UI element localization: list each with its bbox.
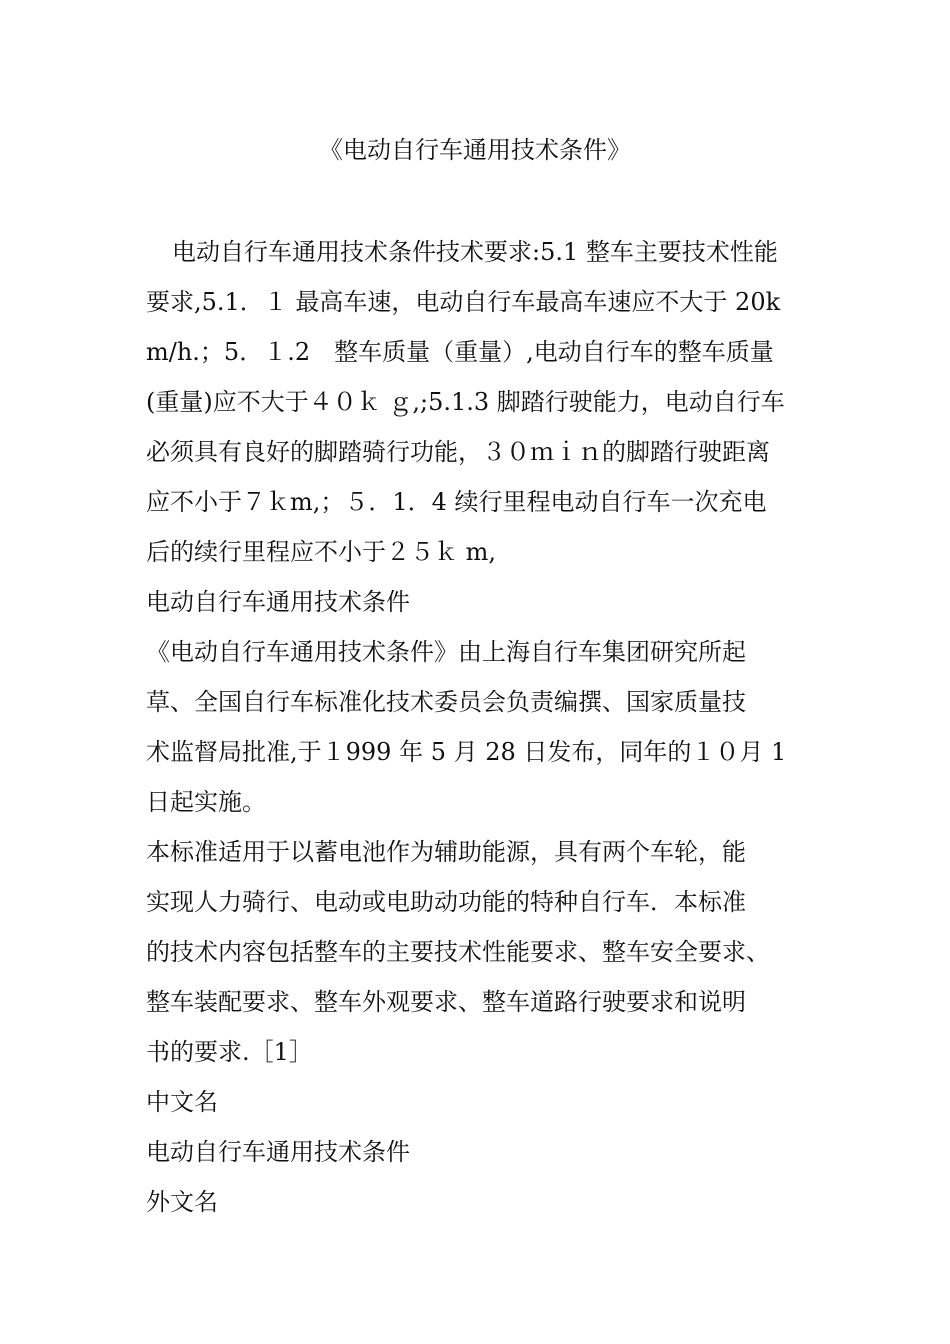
field-value-chinese-name: 电动自行车通用技术条件 bbox=[146, 1138, 410, 1166]
paragraph-line: 术监督局批准,于１999 年 5 月 28 日发布，同年的１０月 1 bbox=[146, 738, 787, 766]
paragraph-line: 实现人力骑行、电动或电助动功能的特种自行车．本标准 bbox=[146, 888, 746, 916]
paragraph-line: 必须具有良好的脚踏骑行功能，３０ｍｉｎ的脚踏行驶距离 bbox=[146, 438, 770, 466]
paragraph-line: 《电动自行车通用技术条件》由上海自行车集团研究所起 bbox=[146, 638, 746, 666]
paragraph-line: 的技术内容包括整车的主要技术性能要求、整车安全要求、 bbox=[146, 938, 770, 966]
paragraph-line: 草、全国自行车标准化技术委员会负责编撰、国家质量技 bbox=[146, 688, 746, 716]
document-title: 《电动自行车通用技术条件》 bbox=[319, 136, 631, 164]
section-heading: 电动自行车通用技术条件 bbox=[146, 588, 410, 616]
paragraph-line: (重量)应不大于４０ｋ ｇ,;5.1.3 脚踏行驶能力，电动自行车 bbox=[146, 388, 785, 416]
paragraph-line: 电动自行车通用技术条件技术要求:5.1 整车主要技术性能 bbox=[172, 238, 778, 266]
paragraph-line: 日起实施。 bbox=[146, 788, 266, 816]
paragraph-line: 整车装配要求、整车外观要求、整车道路行驶要求和说明 bbox=[146, 988, 746, 1016]
field-label-chinese-name: 中文名 bbox=[146, 1088, 218, 1116]
paragraph-line: 书的要求.［1］ bbox=[146, 1038, 313, 1066]
document-body bbox=[146, 227, 811, 1227]
paragraph-line: 要求,5.1．１ 最高车速，电动自行车最高车速应不大于 20k bbox=[146, 288, 781, 316]
paragraph-line: 本标准适用于以蓄电池作为辅助能源，具有两个车轮，能 bbox=[146, 838, 746, 866]
paragraph-line: 后的续行里程应不小于２５ｋ m, bbox=[146, 538, 497, 566]
field-label-foreign-name: 外文名 bbox=[146, 1188, 218, 1216]
paragraph-line: m/h.；5．１.2 整车质量（重量）,电动自行车的整车质量 bbox=[146, 338, 774, 366]
paragraph-line: 应不小于７ｋm,；５．1．4 续行里程电动自行车一次充电 bbox=[146, 488, 767, 516]
